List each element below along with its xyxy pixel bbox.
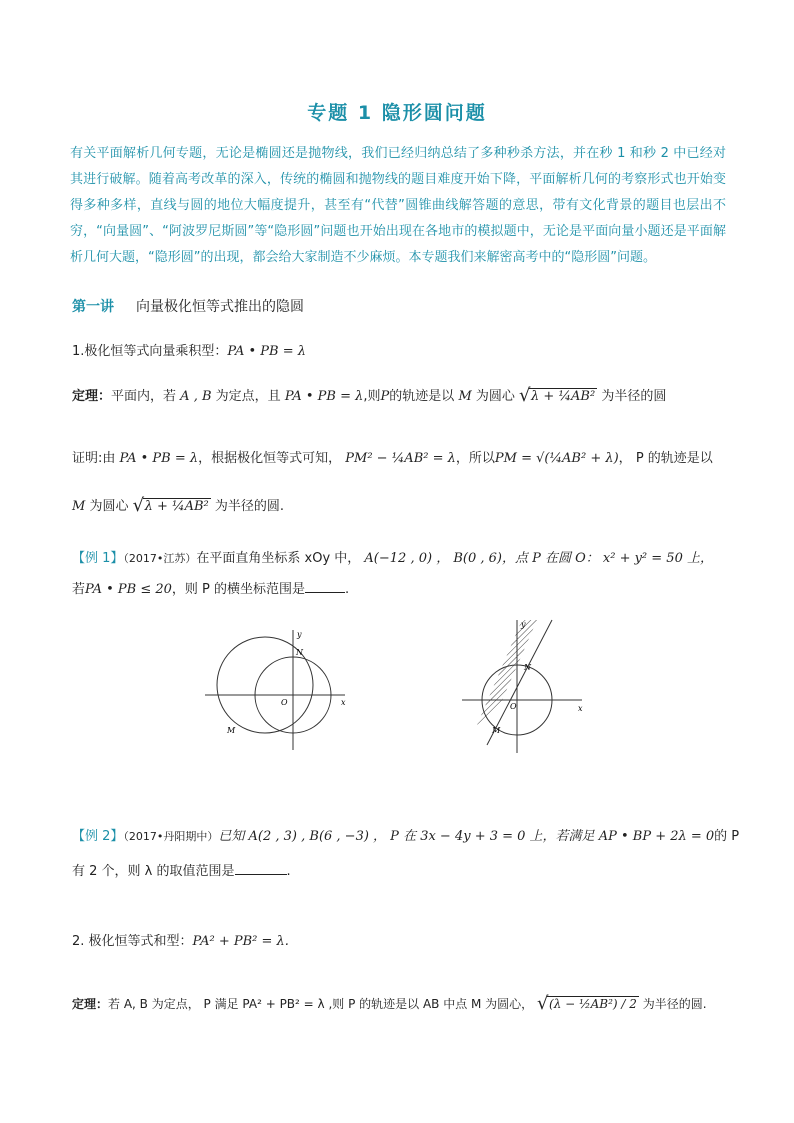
theorem-1-label: 定理： [72, 389, 112, 404]
example-1-condition: PA • PB ≤ 20 [85, 582, 172, 597]
theorem-2-label: 定理： [72, 997, 109, 1011]
theorem-2-text-b: 为半径的圆. [642, 997, 707, 1011]
proof-1-text-e: P 的轨迹是以 [635, 451, 713, 466]
example-1-end: . [345, 582, 350, 597]
fig2-label-m: M [492, 726, 501, 735]
example-1-text-a: 在平面直角坐标系 xOy 中， [196, 551, 361, 566]
figure-2 [462, 615, 587, 755]
fig1-label-x: x [341, 698, 346, 707]
point-1-heading [72, 340, 306, 359]
theorem-1-text-f: 为半径的圆 [601, 389, 667, 404]
theorem-1-text-a: 平面内，若 [111, 389, 177, 404]
theorem-1-ab: A , B [180, 389, 212, 404]
proof-1-line-2 [72, 495, 284, 514]
theorem-1-radius: √ λ + ¼AB² [529, 388, 597, 404]
fig2-label-o: O [510, 702, 517, 711]
section-label: 第一讲 [72, 299, 114, 315]
example-2-text-a: 已知 A(2 , 3) , B(6 , −3) ， P 在 3x − 4y + 3 = 0 上，若满足 [218, 829, 595, 844]
example-1-tag: 【例 1】 [72, 551, 124, 566]
proof-1-text-f: 为圆心 [89, 499, 129, 514]
example-2-blank[interactable] [235, 862, 287, 875]
example-1-points: A(−12 , 0) ， B(0 , 6)，点 P 在圆 O： x² + y² = 50 上， [364, 551, 713, 566]
fig2-shaded-region [477, 620, 537, 725]
theorem-1-text-e: 为圆心 [475, 389, 515, 404]
theorem-1-formula: PA • PB = λ [284, 389, 364, 404]
theorem-2-radius: √ (λ − ½AB²) / 2 [547, 996, 639, 1011]
point-1-label: 1.极化恒等式向量乘积型： [72, 344, 228, 359]
section-title: 向量极化恒等式推出的隐圆 [136, 299, 304, 315]
example-1-line-2 [72, 578, 349, 597]
theorem-1-text-c: ,则 [363, 389, 381, 404]
section-heading [72, 296, 304, 316]
figure-1 [205, 625, 350, 755]
theorem-1-m: M [458, 389, 472, 404]
point-2-formula: PA² + PB² = λ. [192, 934, 289, 949]
proof-1-text-c: ，所以 [455, 451, 495, 466]
fig1-label-y: y [297, 630, 302, 639]
fig2-label-n: N [524, 663, 531, 672]
example-1-line-1 [72, 547, 713, 566]
example-2-text-c: 有 2 个，则 λ 的取值范围是 [72, 864, 235, 879]
fig1-label-m: M [227, 726, 236, 735]
fig2-label-y: y [521, 620, 526, 629]
fig1-label-n: N [296, 648, 303, 657]
proof-1-eq1: PM² − ¼AB² = λ [345, 451, 456, 466]
example-2-tag: 【例 2】 [72, 829, 124, 844]
point-1-formula: PA • PB = λ [227, 344, 306, 359]
point-2-label: 2. 极化恒等式和型： [72, 934, 193, 949]
proof-1-text-d: ， [618, 451, 632, 466]
proof-1-line-1 [72, 447, 713, 466]
theorem-1 [72, 385, 666, 404]
proof-1-m: M [72, 499, 86, 514]
intro-paragraph: 有关平面解析几何专题，无论是椭圆还是抛物线，我们已经归纳总结了多种秒杀方法，并在秒 1 和秒 2 中已经对其进行破解。随着高考改革的深入，传统的椭圆和抛物线的题目难度开始下降，平面解析几何的考察形式也开始变得多种多样，直线与圆的地位大幅度提升，甚至有“代替”圆锥曲线解答题的意思，带有文化背景的题目也层出不穷，“向量圆”、“阿波罗尼斯圆”等“隐形圆”问题也开始出现在各地市的模拟题中，无论是平面向量小题还是平面解析几何大题，“隐形圆”的出现，都会给大家制造不少麻烦。本专题我们来解密高考中的“隐形圆”问题。 [70, 146, 726, 265]
example-1-text-c: ，则 P 的横坐标范围是 [171, 582, 305, 597]
example-2-line-2 [72, 860, 291, 879]
proof-1-label: 证明: [72, 451, 103, 466]
fig2-label-x: x [578, 704, 583, 713]
example-2-text-b: 的 P [714, 829, 740, 844]
fig1-label-o: O [281, 698, 288, 707]
proof-1-eq2: PM = √(¼AB² + λ) [494, 451, 619, 466]
example-1-source: （2017•江苏） [123, 552, 197, 565]
theorem-1-text-b: 为定点，且 [215, 389, 281, 404]
example-2-condition: AP • BP + 2λ = 0 [598, 829, 715, 844]
proof-1-text-g: 为半径的圆. [214, 499, 285, 514]
theorem-1-p: P [380, 389, 390, 404]
theorem-2 [72, 995, 707, 1012]
example-2-end: . [286, 864, 291, 879]
theorem-2-text-a: 若 A, B 为定点， P 满足 PA² + PB² = λ ,则 P 的轨迹是以 AB 中点 M 为圆心， [108, 997, 534, 1011]
proof-1-formula: PA • PB = λ [119, 451, 199, 466]
example-1-text-b: 若 [72, 582, 86, 597]
page-title: 专题 1 隐形圆问题 [307, 102, 487, 124]
example-2-line-1 [72, 825, 739, 844]
point-2-heading [72, 930, 289, 949]
proof-1-text-a: 由 [102, 451, 116, 466]
example-1-blank[interactable] [305, 580, 345, 593]
proof-1-radius: √ λ + ¼AB² [143, 498, 211, 514]
theorem-1-text-d: 的轨迹是以 [389, 389, 455, 404]
example-2-source: （2017•丹阳期中） [123, 830, 219, 843]
proof-1-text-b: ，根据极化恒等式可知， [198, 451, 342, 466]
